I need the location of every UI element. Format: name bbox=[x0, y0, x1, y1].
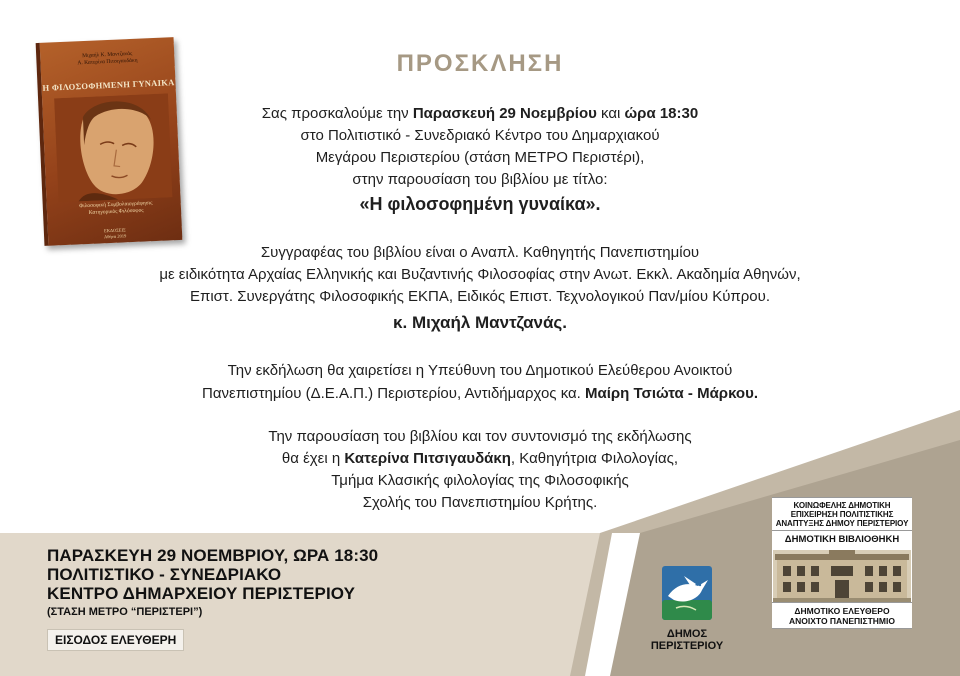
intro-line-1 bbox=[180, 103, 780, 125]
presenter-paragraph bbox=[220, 426, 740, 514]
author-line-1: Συγγραφέας του βιβλίου είναι ο Αναπλ. Καθηγητής Πανεπιστημίου bbox=[260, 244, 700, 261]
book-subtitle-1: Φιλοσοφική Συμβολαιογράφησις bbox=[79, 200, 153, 210]
presenter-text: θα έχει η bbox=[281, 450, 345, 467]
intro-line-2: στο Πολιτιστικό - Συνεδριακό Κέντρο του Δημαρχιακού bbox=[300, 127, 660, 144]
author-line-2: με ειδικότητα Αρχαίας Ελληνικής και Βυζαντινής Φιλοσοφίας στην Ανωτ. Εκκλ. Ακαδημία Αθηνών, bbox=[159, 266, 801, 283]
book-cover-title: Η ΦΙΛΟΣΟΦΗΜΕΝΗ ΓΥΝΑΙΚΑ bbox=[42, 77, 175, 93]
library-logo-panel bbox=[772, 497, 912, 629]
library-organization bbox=[772, 498, 912, 530]
intro-line-3: Μεγάρου Περιστερίου (στάση ΜΕΤΡΟ Περιστέρι), bbox=[315, 149, 645, 166]
event-metro-stop: (ΣΤΑΣΗ ΜΕΤΡΟ “ΠΕΡΙΣΤΕΡΙ”) bbox=[47, 606, 203, 618]
event-date: Παρασκευή 29 Νοεμβρίου bbox=[412, 105, 597, 122]
dove-icon bbox=[662, 566, 712, 620]
divider bbox=[772, 628, 912, 629]
intro-text: Σας προσκαλούμε την bbox=[261, 105, 413, 122]
presenter-name: Κατερίνα Πιτσιγαυδάκη bbox=[344, 450, 511, 467]
municipality-logo bbox=[632, 566, 742, 652]
book-cover-subtitle bbox=[55, 199, 177, 218]
book-title: «Η φιλοσοφημένη γυναίκα». bbox=[359, 194, 601, 214]
book-author-2: Α. Κατερίνα Πιτσιγαυδάκη bbox=[77, 57, 138, 67]
presenter-line-2 bbox=[220, 448, 740, 470]
event-date-time: ΠΑΡΑΣΚΕΥΗ 29 ΝΟΕΜΒΡΙΟΥ, ΩΡΑ 18:30 bbox=[47, 546, 379, 565]
greeting-paragraph bbox=[40, 359, 920, 405]
municipality-name-2: ΠΕΡΙΣΤΕΡΙΟΥ bbox=[650, 640, 724, 652]
book-publisher-1: ΕΚΔΟΣΕΙΣ bbox=[104, 227, 126, 234]
org-line-1: ΚΟΙΝΩΦΕΛΗΣ ΔΗΜΟΤΙΚΗ bbox=[793, 501, 891, 510]
org-line-3: ΑΝΑΠΤΥΞΗΣ ΔΗΜΟΥ ΠΕΡΙΣΤΕΡΙΟΥ bbox=[775, 519, 909, 528]
presenter-text: , Καθηγήτρια Φιλολογίας, bbox=[510, 450, 679, 467]
presenter-line-1: Την παρουσίαση του βιβλίου και τον συντονισμό της εκδήλωσης bbox=[268, 428, 692, 445]
presenter-line-3: Τμήμα Κλασικής φιλολογίας της Φιλοσοφικής bbox=[331, 472, 629, 489]
open-university-line-2: ΑΝΟΙΧΤΟ ΠΑΝΕΠΙΣΤΗΜΙΟ bbox=[788, 616, 895, 626]
author-paragraph bbox=[30, 242, 930, 336]
greeting-text: Πανεπιστημίου (Δ.Ε.Α.Π.) Περιστερίου, Αντιδήμαρχος κα. bbox=[202, 385, 586, 402]
presenter-line-4: Σχολής του Πανεπιστημίου Κρήτης. bbox=[362, 494, 598, 511]
book-authors bbox=[40, 49, 174, 69]
free-entry-badge: ΕΙΣΟΔΟΣ ΕΛΕΥΘΕΡΗ bbox=[47, 629, 184, 651]
book-cover-publisher bbox=[48, 225, 182, 243]
intro-paragraph bbox=[180, 103, 780, 217]
page-title: ΠΡΟΣΚΛΗΣΗ bbox=[396, 50, 564, 77]
book-author-1: Μιχαήλ Κ. Μαντζανάς bbox=[82, 50, 133, 60]
author-line-3: Επιστ. Συνεργάτης Φιλοσοφικής ΕΚΠΑ, Ειδικός Επιστ. Τεχνολογικού Παν/μίου Κύπρου. bbox=[189, 288, 770, 305]
intro-text: και bbox=[596, 105, 625, 122]
book-cover bbox=[36, 37, 183, 246]
greeting-line-1: Την εκδήλωση θα χαιρετίσει η Υπεύθυνη του Δημοτικού Ελεύθερου Ανοικτού bbox=[227, 362, 733, 379]
open-university-line-1: ΔΗΜΟΤΙΚΟ ΕΛΕΥΘΕΡΟ bbox=[794, 606, 890, 616]
book-publisher-2: Αθήνα 2019 bbox=[103, 233, 127, 240]
event-time: ώρα 18:30 bbox=[624, 105, 699, 122]
event-details bbox=[47, 546, 567, 651]
portrait-illustration bbox=[54, 93, 172, 202]
greeting-line-2 bbox=[40, 382, 920, 405]
municipality-name-1: ΔΗΜΟΣ bbox=[666, 628, 708, 640]
intro-line-4: στην παρουσίαση του βιβλίου με τίτλο: bbox=[352, 171, 608, 188]
library-building-image bbox=[773, 550, 911, 602]
book-subtitle-2: Κατηγορικός Φιλόσοφος bbox=[88, 207, 144, 216]
event-venue-1: ΠΟΛΙΤΙΣΤΙΚΟ - ΣΥΝΕΔΡΙΑΚΟ bbox=[47, 565, 282, 584]
author-name: κ. Μιχαήλ Μαντζανάς. bbox=[393, 313, 567, 332]
event-venue-2: ΚΕΝΤΡΟ ΔΗΜΑΡΧΕΙΟΥ ΠΕΡΙΣΤΕΡΙΟΥ bbox=[47, 584, 356, 603]
open-university bbox=[772, 603, 912, 628]
org-line-2: ΕΠΙΧΕΙΡΗΣΗ ΠΟΛΙΤΙΣΤΙΚΗΣ bbox=[790, 510, 894, 519]
library-name: ΔΗΜΟΤΙΚΗ ΒΙΒΛΙΟΘΗΚΗ bbox=[784, 534, 900, 545]
greeter-name: Μαίρη Τσιώτα - Μάρκου. bbox=[585, 385, 758, 402]
